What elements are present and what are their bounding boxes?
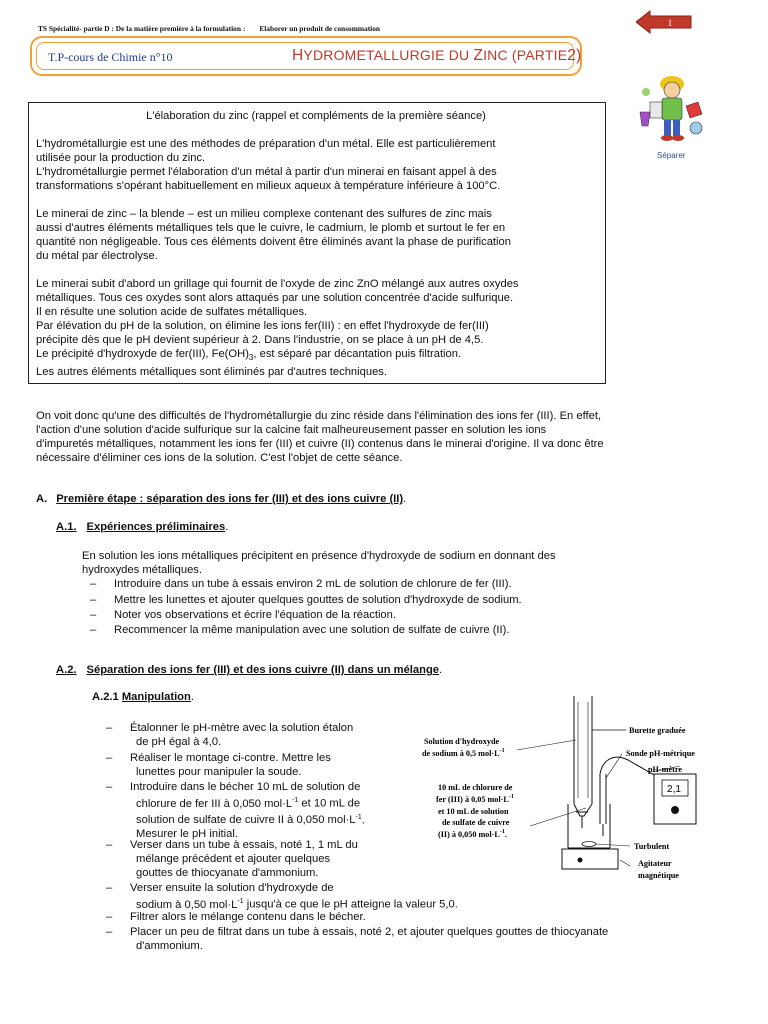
chemist-illustration xyxy=(636,66,710,146)
intro-para-1: L'hydrométallurgie est une des méthodes de préparation d'un métal. Elle est particulièrement utilisée pour la production du zinc. L'hydrométallurgie permet l'élaboration d'un métal à partir d'un minerai en faisant appel à des transformations s'opérant habituellement en milieux aqueux à température inférieure à 100°C. xyxy=(36,138,501,192)
agitateur-label-1: Agitateur xyxy=(638,859,672,868)
theme-label: Elaborer un produit de consommation xyxy=(259,24,381,33)
page-title: HYDROMETALLURGIE DU ZINC (PARTIE2) xyxy=(292,47,582,64)
section-a21-heading: A.2.1 Manipulation. xyxy=(92,691,194,703)
list-item: – Introduire dans un tube à essais environ 2 mL de solution de chlorure de fer (III). xyxy=(90,578,512,590)
titration-setup-diagram xyxy=(412,694,742,890)
back-arrow-icon[interactable] xyxy=(636,10,692,34)
phmetre-label: pH-mètre xyxy=(648,765,682,774)
ph-display-value: 2,1 xyxy=(667,784,681,795)
mix-label-4: de sulfate de cuivre xyxy=(442,818,510,827)
course-header xyxy=(38,24,380,33)
course-label: TS Spécialité- partie D : De la matière première à la formulation : xyxy=(38,24,246,33)
magnetic-stirrer xyxy=(562,849,618,869)
section-a2-heading: A.2. Séparation des ions fer (III) et des ions cuivre (II) dans un mélange. xyxy=(56,664,443,676)
mix-label-2: fer (III) à 0,05 $mol\cdot L^{-1}$ xyxy=(436,794,514,804)
step-1: – Étalonner le pH-mètre avec la solution étalon de pH égal à 4,0. xyxy=(106,722,354,748)
page-number: 1 xyxy=(667,18,673,28)
step-7: – Placer un peu de filtrat dans un tube à essais, noté 2, et ajouter quelques gouttes de thiocyanate d'ammonium. xyxy=(106,926,609,952)
section-a-heading: A. Première étape : séparation des ions fer (III) et des ions cuivre (II). xyxy=(36,493,407,505)
step-6: – Filtrer alors le mélange contenu dans le bécher. xyxy=(106,911,366,923)
a1-intro: En solution les ions métalliques précipitent en présence d'hydroxyde de sodium en donnant des hydroxydes métalliques. xyxy=(82,550,556,576)
outro-paragraph: On voit donc qu'une des difficultés de l'hydrométallurgie du zinc réside dans l'élimination des ions fer (III). En effet, l'action d'une solution d'acide sulfurique sur la calcine fait malheureusement passer en solution les ions d'impuretés métalliques, notamment les ions fer (III) et cuivre (II) contenus dans le minerai d'origine. Il va donc être nécessaire d'éliminer ces ions de la solution. C'est l'objet de cette séance. xyxy=(36,410,604,464)
tp-label: T.P-cours de Chimie n°10 xyxy=(48,50,173,64)
intro-para-3: Le minerai subit d'abord un grillage qui fournit de l'oxyde de zinc ZnO mélangé aux autres oxydes métalliques. Tous ces oxydes sont alors attaqués par une solution concentrée d'acide sulfurique. Il en résulte une solution acide de sulfates métalliques. Par élévation du pH de la solution, on élimine les ions fer(III) : en effet l'hydroxyde de fer(III) précipite dès que le pH devient supérieur à 2. Dans l'industrie, on se place à un pH de 4,5. Le précipité d'hydroxyde de fer(III), $Fe(OH)_3$, est séparé par décantation puis filtration. Les autres éléments métalliques sont éliminés par d'autres techniques. xyxy=(36,278,519,379)
list-item: – Mettre les lunettes et ajouter quelques gouttes de solution d'hydroxyde de sodium. xyxy=(90,594,522,606)
burette-label: Burette graduée xyxy=(629,726,686,735)
naoh-label-2: de sodium à 0,5 $mol\cdot L^{-1}$ xyxy=(422,748,505,758)
stir-bar xyxy=(582,842,596,847)
naoh-label-1: Solution d'hydroxyde xyxy=(424,737,500,746)
mix-label-1: 10 mL de chlorure de xyxy=(438,783,513,792)
sonde-label: Sonde pH-métrique xyxy=(626,749,695,758)
list-item: – Recommencer la même manipulation avec une solution de sulfate de cuivre (II). xyxy=(90,624,510,636)
intro-para-2: Le minerai de zinc – la blende – est un milieu complexe contenant des sulfures de zinc mais aussi d'autres éléments métalliques tels que le cuivre, le cadmium, le plomb et surtout le fer en quantité non négligeable. Tous ces éléments doivent être éliminés avant la phase de purification du métal par électrolyse. xyxy=(36,208,511,262)
step-3: – Introduire dans le bécher 10 mL de solution de chlorure de fer III à 0,050 $mol\cdot L^{-1}$ et 10 mL de solution de sulfate de cuivre II à 0,050 $mol\cdot L^{-1}$. Mesurer le pH initial. xyxy=(106,781,365,841)
mix-label-3: et 10 mL de solution xyxy=(438,807,509,816)
agitateur-label-2: magnétique xyxy=(638,871,679,880)
list-item: – Noter vos observations et écrire l'équation de la réaction. xyxy=(90,609,396,621)
step-5: – Verser ensuite la solution d'hydroxyde de sodium à 0,50 $mol\cdot L^{-1}$ jusqu'à ce que le pH atteigne la valeur 5,0. xyxy=(106,882,458,911)
burette xyxy=(574,696,592,828)
step-4: – Verser dans un tube à essais, noté 1, 1 mL du mélange précédent et ajouter quelques gouttes de thiocyanate d'ammonium. xyxy=(106,839,358,879)
turbulent-label: Turbulent xyxy=(634,842,670,851)
step-2: – Réaliser le montage ci-contre. Mettre les lunettes pour manipuler la soude. xyxy=(106,752,331,778)
section-a1-heading: A.1. Expériences préliminaires. xyxy=(56,521,229,533)
mix-label-5: (II) à 0,050 $mol\cdot L^{-1}$. xyxy=(438,829,507,839)
separer-label: Séparer xyxy=(657,151,686,160)
intro-heading: L'élaboration du zinc (rappel et compléments de la première séance) xyxy=(146,110,486,122)
